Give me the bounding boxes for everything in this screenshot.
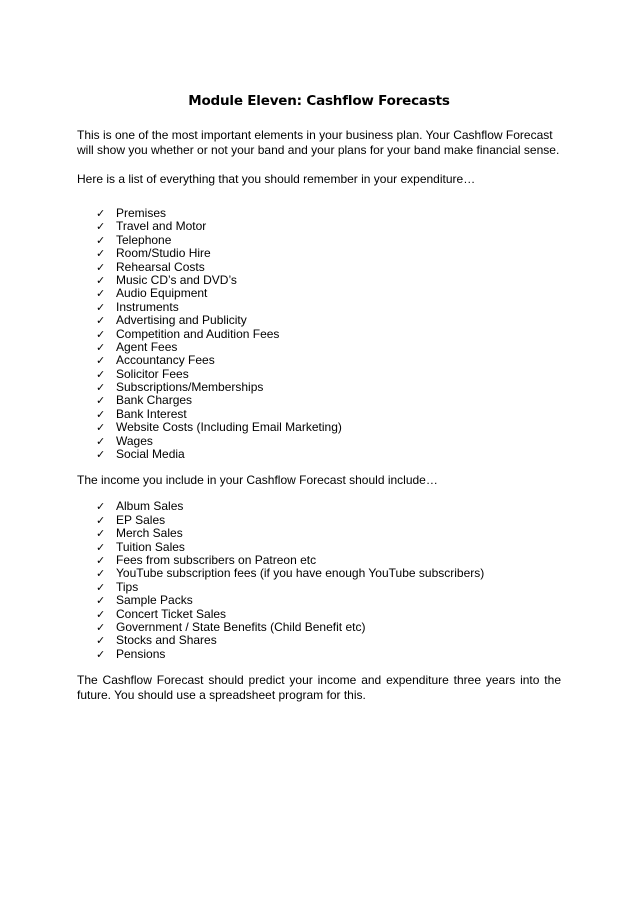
list-item	[96, 341, 561, 354]
check-mark-icon: ✓	[96, 354, 106, 368]
list-item	[96, 328, 561, 341]
check-mark-icon: ✓	[96, 634, 106, 648]
list-item	[96, 274, 561, 287]
list-item-label: Rehearsal Costs	[116, 259, 205, 274]
check-mark-icon: ✓	[96, 233, 106, 247]
list-item	[96, 261, 561, 274]
list-item-label: Tips	[116, 579, 139, 594]
list-item	[96, 435, 561, 448]
list-item-label: Tuition Sales	[116, 539, 185, 554]
list-item	[96, 567, 561, 580]
check-mark-icon: ✓	[96, 647, 106, 661]
list-item-label: Album Sales	[116, 499, 184, 514]
list-item-label: Travel and Motor	[116, 219, 207, 234]
list-item-label: Solicitor Fees	[116, 366, 189, 381]
closing-paragraph: The Cashflow Forecast should predict your income and expenditure three years into the future. You should use a spreadsheet program for this.	[77, 673, 561, 703]
check-mark-icon: ✓	[96, 553, 106, 567]
list-item-label: Website Costs (Including Email Marketing)	[116, 420, 342, 435]
check-mark-icon: ✓	[96, 580, 106, 594]
check-mark-icon: ✓	[96, 500, 106, 514]
list-item	[96, 514, 561, 527]
expenditure-list	[77, 207, 561, 461]
check-mark-icon: ✓	[96, 300, 106, 314]
document-title: Module Eleven: Cashflow Forecasts	[188, 93, 450, 109]
list-item-label: Audio Equipment	[116, 286, 208, 301]
list-item	[96, 421, 561, 434]
list-item	[96, 314, 561, 327]
check-mark-icon: ✓	[96, 287, 106, 301]
check-mark-icon: ✓	[96, 448, 106, 462]
check-mark-icon: ✓	[96, 567, 106, 581]
list-item-label: Premises	[116, 206, 167, 220]
income-lead: The income you include in your Cashflow Forecast should include…	[77, 473, 438, 488]
list-item-label: Wages	[116, 433, 153, 448]
list-item-label: Bank Interest	[116, 406, 187, 421]
check-mark-icon: ✓	[96, 527, 106, 541]
list-item	[96, 247, 561, 260]
intro-paragraph: This is one of the most important elements in your business plan. Your Cashflow Forecast will show you whether or not your band and your plans for your band make financial sense.	[77, 128, 560, 157]
list-item	[96, 354, 561, 367]
list-item	[96, 594, 561, 607]
list-item-label: Accountancy Fees	[116, 353, 215, 368]
list-item	[96, 220, 561, 233]
list-item-label: Music CD’s and DVD’s	[116, 272, 237, 287]
list-item-label: Room/Studio Hire	[116, 246, 211, 261]
list-item	[96, 527, 561, 540]
check-mark-icon: ✓	[96, 247, 106, 261]
check-mark-icon: ✓	[96, 607, 106, 621]
check-mark-icon: ✓	[96, 314, 106, 328]
list-item-label: Subscriptions/Memberships	[116, 380, 264, 395]
check-mark-icon: ✓	[96, 594, 106, 608]
check-mark-icon: ✓	[96, 273, 106, 287]
list-item-label: Competition and Audition Fees	[116, 326, 280, 341]
list-item	[96, 500, 561, 513]
check-mark-icon: ✓	[96, 367, 106, 381]
check-mark-icon: ✓	[96, 407, 106, 421]
list-item	[96, 621, 561, 634]
list-item	[96, 608, 561, 621]
list-item-label: Pensions	[116, 646, 166, 661]
check-mark-icon: ✓	[96, 421, 106, 435]
check-mark-icon: ✓	[96, 540, 106, 554]
list-item-label: Merch Sales	[116, 526, 183, 541]
list-item	[96, 234, 561, 247]
list-item	[96, 581, 561, 594]
check-mark-icon: ✓	[96, 513, 106, 527]
list-item-label: Bank Charges	[116, 393, 193, 408]
list-item	[96, 648, 561, 661]
check-mark-icon: ✓	[96, 381, 106, 395]
list-item	[96, 541, 561, 554]
document-page	[77, 92, 561, 703]
income-list	[77, 500, 561, 661]
list-item-label: EP Sales	[116, 512, 166, 527]
list-item-label: Agent Fees	[116, 339, 178, 354]
list-item	[96, 368, 561, 381]
list-item-label: Stocks and Shares	[116, 633, 217, 648]
list-item-label: Fees from subscribers on Patreon etc	[116, 552, 317, 567]
check-mark-icon: ✓	[96, 220, 106, 234]
list-item-label: Concert Ticket Sales	[116, 606, 227, 621]
check-mark-icon: ✓	[96, 260, 106, 274]
list-item-label: Social Media	[116, 447, 185, 462]
list-item-label: YouTube subscription fees (if you have enough YouTube subscribers)	[116, 566, 485, 581]
list-item-label: Instruments	[116, 299, 179, 314]
list-item	[96, 554, 561, 567]
list-item	[96, 381, 561, 394]
list-item	[96, 207, 561, 220]
check-mark-icon: ✓	[96, 327, 106, 341]
list-item-label: Telephone	[116, 232, 172, 247]
expenditure-lead: Here is a list of everything that you should remember in your expenditure…	[77, 172, 476, 186]
list-item-label: Advertising and Publicity	[116, 313, 247, 328]
check-mark-icon: ✓	[96, 620, 106, 634]
list-item	[96, 301, 561, 314]
list-item-label: Sample Packs	[116, 593, 193, 608]
list-item	[96, 448, 561, 461]
list-item	[96, 394, 561, 407]
list-item	[96, 287, 561, 300]
list-item-label: Government / State Benefits (Child Benefit etc)	[116, 619, 366, 634]
check-mark-icon: ✓	[96, 207, 106, 220]
list-item	[96, 634, 561, 647]
list-item	[96, 408, 561, 421]
check-mark-icon: ✓	[96, 394, 106, 408]
check-mark-icon: ✓	[96, 434, 106, 448]
check-mark-icon: ✓	[96, 340, 106, 354]
